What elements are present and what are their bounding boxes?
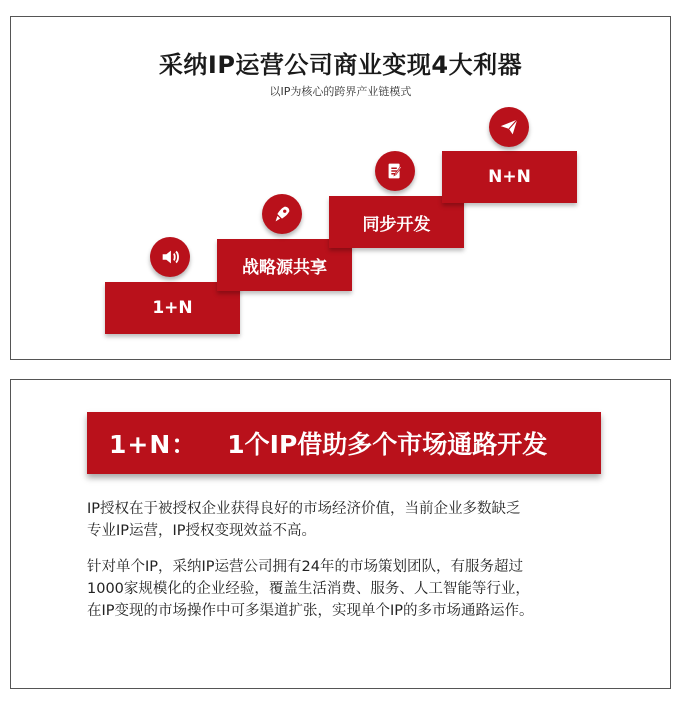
banner-number: 1+N： xyxy=(109,430,198,459)
paragraph-line: 在IP变现的市场操作中可多渠道扩张，实现单个IP的多市场通路运作。 xyxy=(87,603,534,619)
step-2-label: 战略源共享 xyxy=(242,257,327,278)
step-4-label: N+N xyxy=(488,167,531,187)
step-3-label: 同步开发 xyxy=(362,214,431,235)
infographic-panel xyxy=(10,16,671,360)
section-banner xyxy=(87,412,601,474)
step-3 xyxy=(329,196,464,248)
edit-icon xyxy=(375,151,415,191)
paragraph-line: IP授权在于被授权企业获得良好的市场经济价值，当前企业多数缺乏 xyxy=(87,501,521,517)
paragraph-1 xyxy=(87,498,627,542)
step-4 xyxy=(442,151,577,203)
paragraph-line: 1000家规模化的企业经验，覆盖生活消费、服务、人工智能等行业， xyxy=(87,581,530,597)
paper-plane-icon xyxy=(489,107,529,147)
paragraph-line: 针对单个IP，采纳IP运营公司拥有24年的市场策划团队，有服务超过 xyxy=(87,559,523,575)
speaker-icon xyxy=(150,237,190,277)
sub-title: 以IP为核心的跨界产业链模式 xyxy=(269,85,412,98)
banner-text: 1个IP借助多个市场通路开发 xyxy=(227,430,548,459)
step-1-label: 1+N xyxy=(152,298,193,318)
paragraph-line: 专业IP运营，IP授权变现效益不高。 xyxy=(87,523,317,539)
description-panel xyxy=(10,379,671,689)
rocket-icon xyxy=(262,194,302,234)
main-title: 采纳IP运营公司商业变现4大利器 xyxy=(158,51,523,79)
paragraph-2 xyxy=(87,556,627,622)
